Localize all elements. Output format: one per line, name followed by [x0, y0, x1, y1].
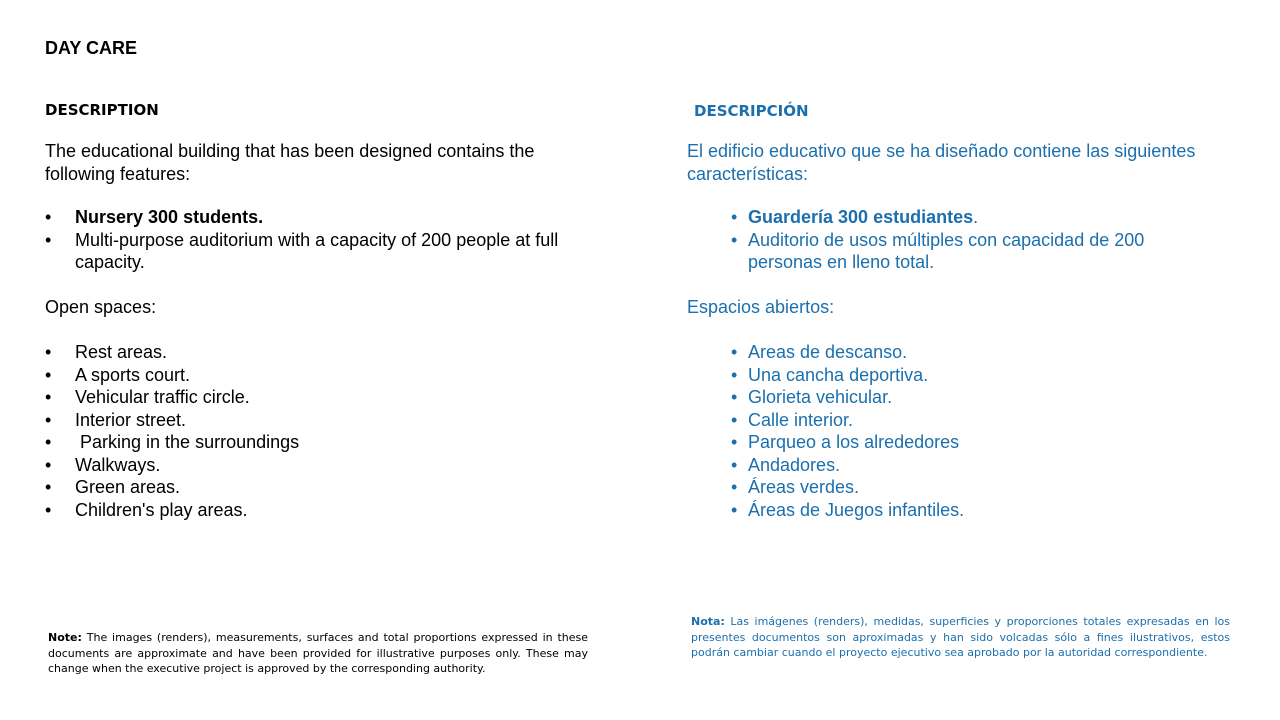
feature-text: Auditorio de usos múltiples con capacidad de 200 personas en lleno total.	[748, 229, 1145, 272]
open-space-text: Interior street.	[75, 409, 187, 430]
open-space-text: A sports court.	[75, 364, 191, 385]
list-item	[687, 229, 1207, 274]
list-item	[45, 341, 605, 364]
bullet-icon: •	[731, 364, 738, 385]
bullet-icon: •	[45, 432, 52, 452]
open-space-text: Walkways.	[75, 454, 161, 475]
disclaimer-note-en	[48, 630, 588, 677]
intro-paragraph-es: El edificio educativo que se ha diseñado contiene las siguientes características:	[687, 141, 1196, 184]
open-spaces-list-en	[45, 341, 605, 521]
page-title: DAY CARE	[45, 38, 138, 58]
list-item	[687, 386, 1207, 409]
note-text: The images (renders), measurements, surfaces and total proportions expressed in these documents are approximate and have been provided for illustrative purposes only. These may change when the executive project is approved by the corresponding authority.	[48, 631, 588, 675]
open-spaces-label-es: Espacios abiertos:	[687, 297, 835, 317]
list-item	[687, 454, 1207, 477]
open-space-text: Glorieta vehicular.	[748, 387, 893, 407]
bullet-icon: •	[731, 387, 738, 407]
intro-paragraph-en: The educational building that has been designed contains the following features:	[45, 141, 535, 184]
bullet-icon: •	[45, 207, 52, 227]
bullet-icon: •	[731, 432, 738, 452]
note-label: Nota:	[691, 615, 725, 628]
open-space-text: Parqueo a los alrededores	[748, 432, 960, 452]
list-item	[45, 229, 605, 274]
open-space-text: Calle interior.	[748, 409, 854, 430]
feature-text: Guardería 300 estudiantes	[748, 207, 974, 227]
bullet-icon: •	[731, 499, 738, 520]
list-item	[687, 206, 1207, 229]
open-space-text: Rest areas.	[75, 342, 168, 362]
bullet-icon: •	[731, 229, 738, 250]
note-text: Las imágenes (renders), medidas, superficies y proporciones totales expresadas en los presentes documentos son aproximadas y han sido volcadas sólo a fines ilustrativos, estos podrán cambiar cuando el proyecto ejecutivo sea aprobado por la autoridad correspondiente.	[691, 615, 1230, 659]
bullet-icon: •	[731, 477, 738, 497]
features-list-en	[45, 206, 605, 274]
feature-text: Nursery 300 students.	[75, 207, 264, 227]
bullet-icon: •	[45, 409, 52, 430]
list-item	[687, 409, 1207, 432]
bullet-icon: •	[45, 229, 52, 250]
features-list-es	[687, 206, 1207, 274]
open-space-text: Andadores.	[748, 454, 841, 475]
note-label: Note:	[48, 631, 82, 644]
feature-suffix: .	[973, 207, 979, 227]
open-space-text: Areas de descanso.	[748, 342, 908, 362]
list-item	[687, 499, 1207, 522]
open-space-text: Parking in the surroundings	[75, 432, 300, 452]
list-item	[45, 364, 605, 387]
bullet-icon: •	[45, 499, 52, 520]
open-spaces-list-es	[687, 341, 1207, 521]
bullet-icon: •	[45, 364, 52, 385]
open-space-text: Green areas.	[75, 477, 181, 497]
list-item	[45, 499, 605, 522]
list-item	[45, 476, 605, 499]
open-space-text: Vehicular traffic circle.	[75, 387, 250, 407]
list-item	[45, 409, 605, 432]
open-space-text: Áreas verdes.	[748, 477, 860, 497]
description-heading-es: DESCRIPCIÓN	[694, 102, 809, 120]
bullet-icon: •	[45, 454, 52, 475]
description-heading-en: DESCRIPTION	[45, 101, 159, 119]
list-item	[687, 341, 1207, 364]
open-space-text: Áreas de Juegos infantiles.	[748, 499, 965, 520]
bullet-icon: •	[731, 454, 738, 475]
bullet-icon: •	[45, 387, 52, 407]
feature-text: Multi-purpose auditorium with a capacity of 200 people at full capacity.	[75, 229, 559, 272]
open-space-text: Una cancha deportiva.	[748, 364, 929, 385]
bullet-icon: •	[45, 477, 52, 497]
list-item	[687, 476, 1207, 499]
bullet-icon: •	[731, 409, 738, 430]
list-item	[687, 431, 1207, 454]
list-item	[45, 454, 605, 477]
bullet-icon: •	[731, 207, 738, 227]
list-item	[45, 431, 605, 454]
open-spaces-label-en: Open spaces:	[45, 297, 157, 317]
list-item	[45, 206, 605, 229]
open-space-text: Children's play areas.	[75, 499, 248, 520]
list-item	[45, 386, 605, 409]
bullet-icon: •	[45, 342, 52, 362]
disclaimer-note-es	[691, 614, 1230, 661]
bullet-icon: •	[731, 342, 738, 362]
list-item	[687, 364, 1207, 387]
